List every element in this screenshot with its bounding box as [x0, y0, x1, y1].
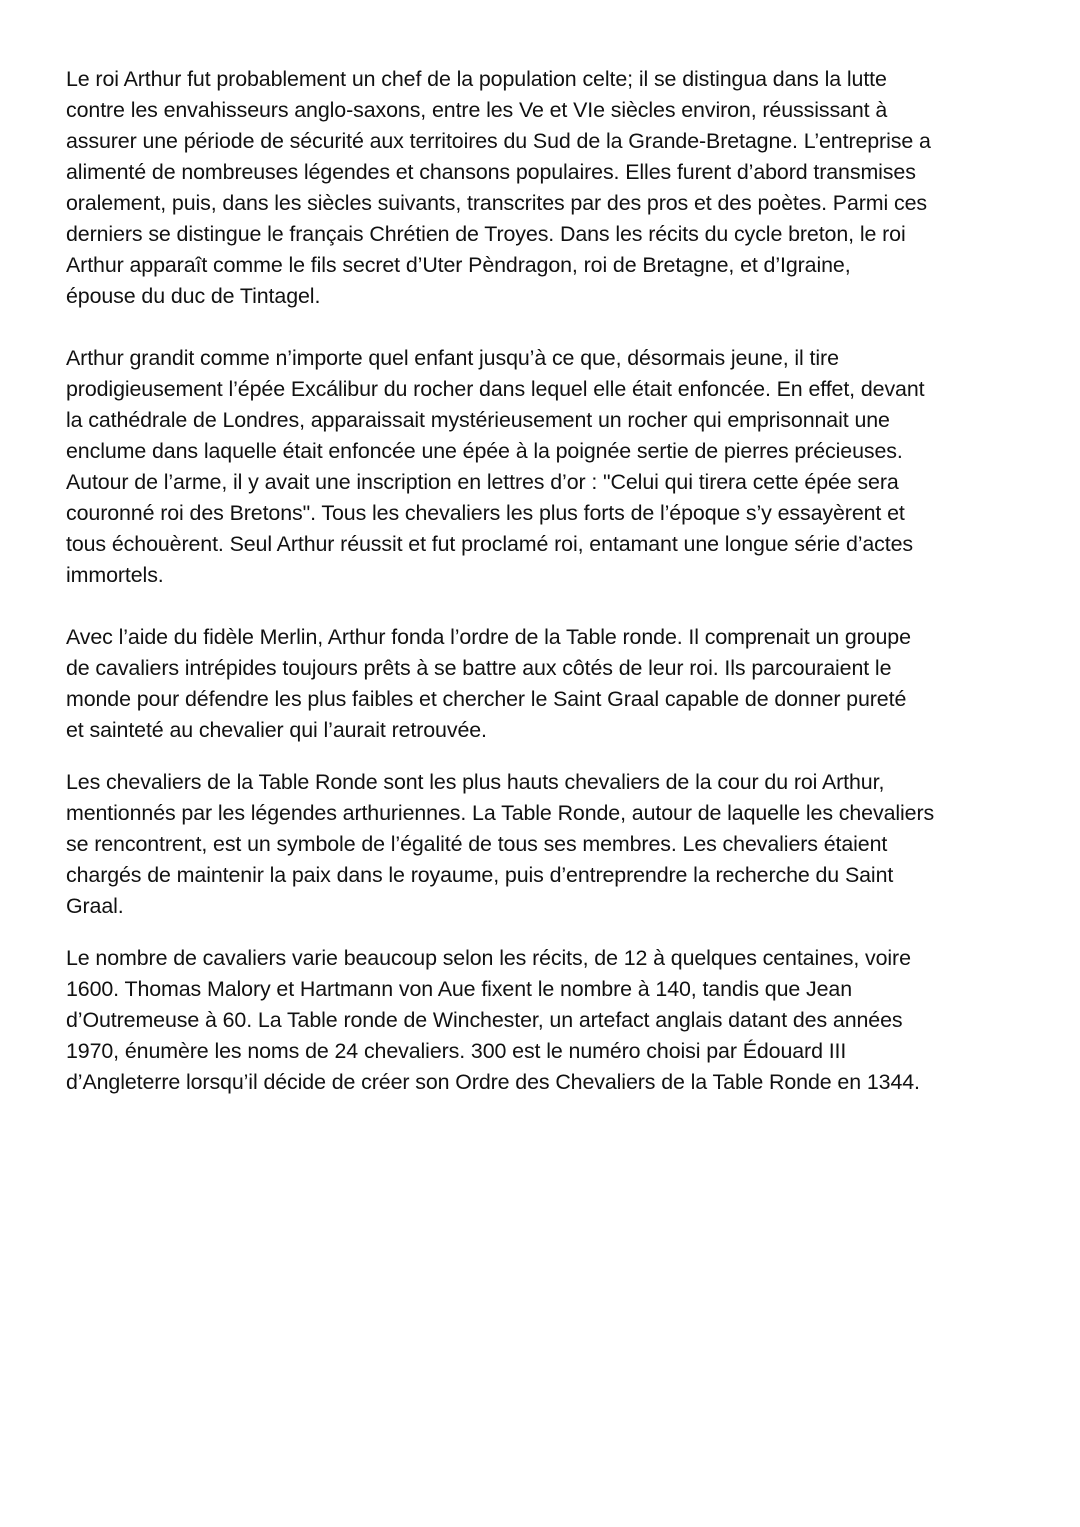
text-line: Les chevaliers de la Table Ronde sont les plus hauts chevaliers de la cour du roi Arthur, [66, 770, 885, 794]
text-line: enclume dans laquelle était enfoncée une épée à la poignée sertie de pierres précieuses. [66, 439, 903, 463]
text-line: prodigieusement l’épée Excálibur du rocher dans lequel elle était enfoncée. En effet, devant [66, 377, 925, 401]
text-line: de cavaliers intrépides toujours prêts à se battre aux côtés de leur roi. Ils parcouraient le [66, 656, 892, 680]
text-line: derniers se distingue le français Chrétien de Troyes. Dans les récits du cycle breton, le roi [66, 222, 906, 246]
paragraph-spacer [66, 922, 1026, 943]
text-line: Le nombre de cavaliers varie beaucoup selon les récits, de 12 à quelques centaines, voire [66, 946, 911, 970]
text-line: oralement, puis, dans les siècles suivants, transcrites par des pros et des poètes. Parmi ces [66, 191, 927, 215]
text-line: Le roi Arthur fut probablement un chef de la population celte; il se distingua dans la lutte [66, 67, 887, 91]
paragraph-spacer [66, 591, 1026, 622]
text-line: Arthur grandit comme n’importe quel enfant jusqu’à ce que, désormais jeune, il tire [66, 346, 839, 370]
text-line: Avec l’aide du fidèle Merlin, Arthur fonda l’ordre de la Table ronde. Il comprenait un groupe [66, 625, 911, 649]
text-line: chargés de maintenir la paix dans le royaume, puis d’entreprendre la recherche du Saint [66, 863, 894, 887]
document-page [66, 64, 1026, 1098]
paragraph-excalibur [66, 343, 1026, 591]
text-line: Arthur apparaît comme le fils secret d’Uter Pèndragon, roi de Bretagne, et d’Igraine, [66, 253, 851, 277]
text-line: contre les envahisseurs anglo-saxons, entre les Ve et VIe siècles environ, réussissant à [66, 98, 888, 122]
paragraph-round-table-founding [66, 622, 1026, 746]
text-line: la cathédrale de Londres, apparaissait mystérieusement un rocher qui emprisonnait une [66, 408, 890, 432]
text-line: couronné roi des Bretons". Tous les chevaliers les plus forts de l’époque s’y essayèrent et [66, 501, 905, 525]
text-line: Graal. [66, 894, 124, 918]
paragraph-knight-count [66, 943, 1026, 1098]
paragraph-spacer [66, 746, 1026, 767]
text-line: 1970, énumère les noms de 24 chevaliers. 300 est le numéro choisi par Édouard III [66, 1039, 847, 1063]
text-line: assurer une période de sécurité aux territoires du Sud de la Grande-Bretagne. L’entreprise a [66, 129, 931, 153]
text-line: immortels. [66, 563, 164, 587]
text-line: monde pour défendre les plus faibles et chercher le Saint Graal capable de donner pureté [66, 687, 907, 711]
text-line: tous échouèrent. Seul Arthur réussit et fut proclamé roi, entamant une longue série d’actes [66, 532, 914, 556]
text-line: d’Angleterre lorsqu’il décide de créer son Ordre des Chevaliers de la Table Ronde en 1344. [66, 1070, 920, 1094]
text-line: et sainteté au chevalier qui l’aurait retrouvée. [66, 718, 487, 742]
text-line: alimenté de nombreuses légendes et chansons populaires. Elles furent d’abord transmises [66, 160, 916, 184]
text-line: mentionnés par les légendes arthuriennes. La Table Ronde, autour de laquelle les chevaliers [66, 801, 935, 825]
text-line: épouse du duc de Tintagel. [66, 284, 321, 308]
text-line: 1600. Thomas Malory et Hartmann von Aue fixent le nombre à 140, tandis que Jean [66, 977, 853, 1001]
text-line: d’Outremeuse à 60. La Table ronde de Winchester, un artefact anglais datant des années [66, 1008, 903, 1032]
text-line: se rencontrent, est un symbole de l’égalité de tous ses membres. Les chevaliers étaient [66, 832, 888, 856]
paragraph-arthur-origins [66, 64, 1026, 312]
paragraph-spacer [66, 312, 1026, 343]
paragraph-knights [66, 767, 1026, 922]
text-line: Autour de l’arme, il y avait une inscription en lettres d’or : "Celui qui tirera cette épée sera [66, 470, 899, 494]
